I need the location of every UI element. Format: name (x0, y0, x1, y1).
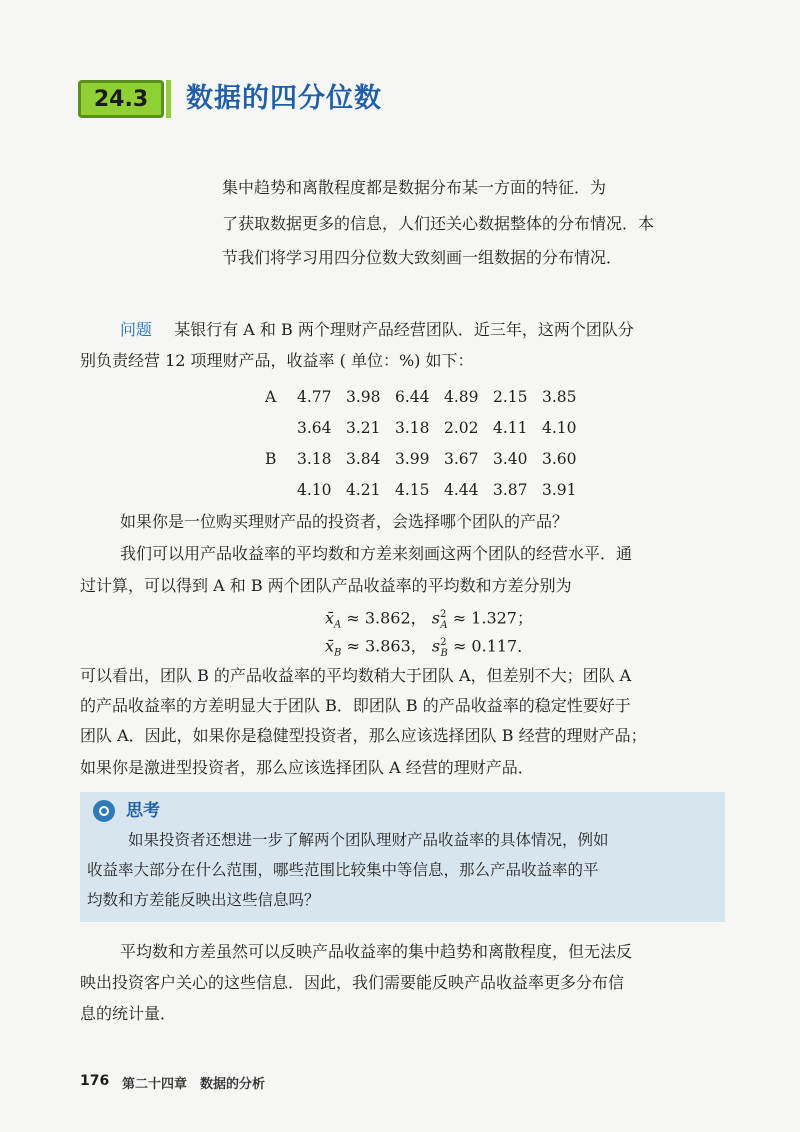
think-line-3: 均数和方差能反映出这些信息吗？ (87, 891, 320, 909)
table-cell: 3.87 (493, 481, 528, 499)
table-cell: 3.84 (346, 450, 381, 468)
problem-label: 问题 (120, 320, 153, 339)
think-line-2: 收益率大部分在什么范围，哪些范围比较集中等信息，那么产品收益率的平 (87, 861, 599, 879)
table-cell: 3.18 (395, 419, 430, 437)
table-cell: 4.89 (444, 388, 479, 406)
table-cell: 3.98 (346, 388, 381, 406)
section-number-badge (78, 80, 164, 118)
variance-a-value: ≈ 1.327； (452, 608, 533, 628)
table-cell: 4.15 (395, 481, 430, 499)
badge-accent-bar (166, 80, 171, 118)
variance-b-value: ≈ 0.117． (452, 636, 534, 656)
table-cell: 2.02 (444, 419, 479, 437)
table-cell: 4.77 (297, 388, 332, 406)
table-cell: 3.99 (395, 450, 430, 468)
analysis-line-2: 过计算，可以得到 A 和 B 两个团队产品收益率的平均数和方差分别为 (80, 576, 572, 595)
problem-line-1 (120, 316, 634, 344)
intro-line-1: 集中趋势和离散程度都是数据分布某一方面的特征．为 (222, 178, 607, 197)
intro-line-3: 节我们将学习用四分位数大致刻画一组数据的分布情况． (222, 248, 623, 267)
question-line: 如果你是一位购买理财产品的投资者，会选择哪个团队的产品？ (120, 512, 569, 531)
table-row-b2 (265, 475, 591, 506)
think-title: 思考 (126, 801, 160, 821)
table-cell: 3.60 (542, 450, 577, 468)
table-cell: 2.15 (493, 388, 528, 406)
table-row-a1 (265, 382, 591, 413)
conclusion-line-1: 可以看出，团队 B 的产品收益率的平均数稍大于团队 A，但差别不大；团队 A (80, 666, 632, 685)
problem-line-2: 别负责经营 12 项理财产品，收益率 ( 单位：%) 如下： (80, 351, 474, 370)
table-cell: 3.64 (297, 419, 332, 437)
closing-line-3: 息的统计量． (80, 1004, 177, 1023)
table-row-b1 (265, 444, 591, 475)
think-bulb-icon (93, 800, 115, 822)
table-cell: 4.10 (542, 419, 577, 437)
conclusion-line-2: 的产品收益率的方差明显大于团队 B．即团队 B 的产品收益率的稳定性要好于 (80, 696, 631, 715)
section-number: 24.3 (93, 86, 149, 112)
team-a-label: A (265, 388, 277, 406)
table-cell: 3.91 (542, 481, 577, 499)
table-cell: 6.44 (395, 388, 430, 406)
think-line-1: 如果投资者还想进一步了解两个团队理财产品收益率的具体情况，例如 (128, 831, 609, 849)
table-cell: 3.67 (444, 450, 479, 468)
page-number: 176 (80, 1073, 110, 1089)
section-title: 数据的四分位数 (186, 83, 382, 114)
mean-b-value: ≈ 3.863， (346, 636, 427, 656)
problem-text-1: 某银行有 A 和 B 两个理财产品经营团队．近三年，这两个团队分 (174, 320, 634, 339)
table-row-a2 (265, 413, 591, 444)
analysis-line-1: 我们可以用产品收益率的平均数和方差来刻画这两个团队的经营水平．通 (120, 544, 633, 563)
formula-team-b: $x̄_B \approx 3.863$， $s^2_B \approx 0.117$． (325, 636, 534, 659)
mean-a-value: ≈ 3.862， (346, 608, 427, 628)
closing-line-1: 平均数和方差虽然可以反映产品收益率的集中趋势和离散程度，但无法反 (120, 942, 633, 961)
conclusion-line-4: 如果你是激进型投资者，那么应该选择团队 A 经营的理财产品． (80, 758, 534, 777)
yield-data-table (265, 382, 591, 506)
formula-team-a: $x̄_A \approx 3.862$， $s^2_A \approx 1.327$； (325, 608, 533, 631)
table-cell: 4.11 (493, 419, 528, 437)
chapter-title: 第二十四章 数据的分析 (122, 1077, 266, 1092)
table-cell: 3.40 (493, 450, 528, 468)
intro-line-2: 了获取数据更多的信息，人们还关心数据整体的分布情况．本 (222, 214, 655, 233)
table-cell: 4.10 (297, 481, 332, 499)
closing-line-2: 映出投资客户关心的这些信息．因此，我们需要能反映产品收益率更多分布信 (80, 973, 625, 992)
table-cell: 4.44 (444, 481, 479, 499)
table-cell: 4.21 (346, 481, 381, 499)
table-cell: 3.21 (346, 419, 381, 437)
table-cell: 3.85 (542, 388, 577, 406)
team-b-label: B (265, 450, 277, 468)
conclusion-line-3: 团队 A．因此，如果你是稳健型投资者，那么应该选择团队 B 经营的理财产品； (80, 726, 647, 745)
table-cell: 3.18 (297, 450, 332, 468)
